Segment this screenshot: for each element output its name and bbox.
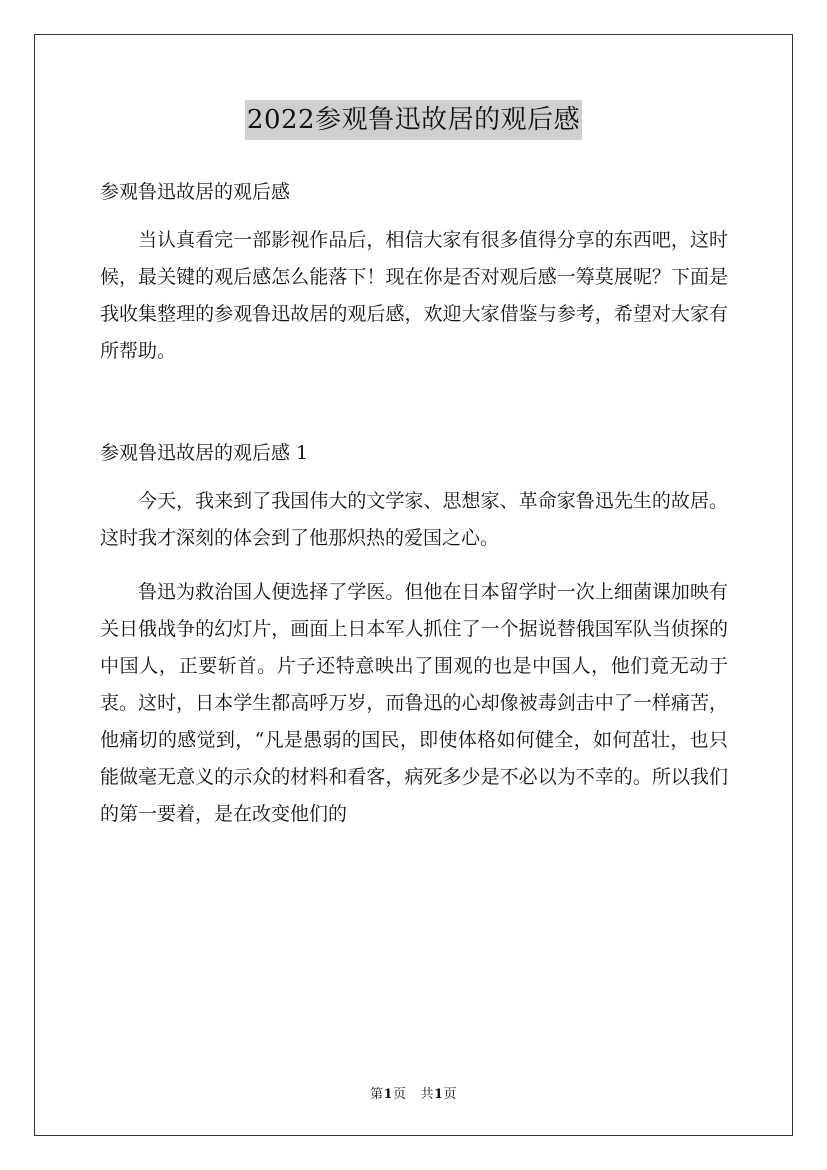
- page-label-prefix: 第: [369, 1087, 384, 1102]
- total-pages: 1: [433, 1087, 444, 1102]
- body-paragraph: 今天，我来到了我国伟大的文学家、思想家、革命家鲁迅先生的故居。这时我才深刻的体会到了他那炽热的爱国之心。: [100, 490, 728, 549]
- intro-paragraph: 当认真看完一部影视作品后，相信大家有很多值得分享的东西吧，这时候，最关键的观后感怎么能落下！现在你是否对观后感一筹莫展呢？下面是我收集整理的参观鲁迅故居的观后感，欢迎大家借鉴与参考，希望对大家有所帮助。: [100, 229, 728, 362]
- document-body: [100, 174, 728, 833]
- section-spacer: [100, 370, 728, 435]
- title-container: [0, 100, 827, 140]
- page-footer: [0, 1083, 827, 1102]
- section-heading: 参观鲁迅故居的观后感 1: [100, 442, 309, 464]
- page-number: 1: [383, 1087, 394, 1102]
- body-paragraph: 鲁迅为救治国人便选择了学医。但他在日本留学时一次上细菌课加映有关日俄战争的幻灯片，画面上日本军人抓住了一个据说替俄国军队当侦探的中国人，正要斩首。片子还特意映出了围观的也是中国人，他们竟无动于衷。这时，日本学生都高呼万岁，而鲁迅的心却像被毒剑击中了一样痛苦，他痛切的感觉到，“凡是愚弱的国民，即使体格如何健全，如何茁壮，也只能做毫无意义的示众的材料和看客，病死多少是不必以为不幸的。所以我们的第一要着，是在改变他们的: [100, 581, 728, 825]
- document-title: 2022参观鲁迅故居的观后感: [245, 100, 582, 140]
- document-subtitle: 参观鲁迅故居的观后感: [100, 181, 291, 203]
- total-label-suffix: 页: [443, 1087, 458, 1102]
- page-label-suffix: 页: [393, 1087, 407, 1102]
- total-label-prefix: 共: [420, 1087, 434, 1102]
